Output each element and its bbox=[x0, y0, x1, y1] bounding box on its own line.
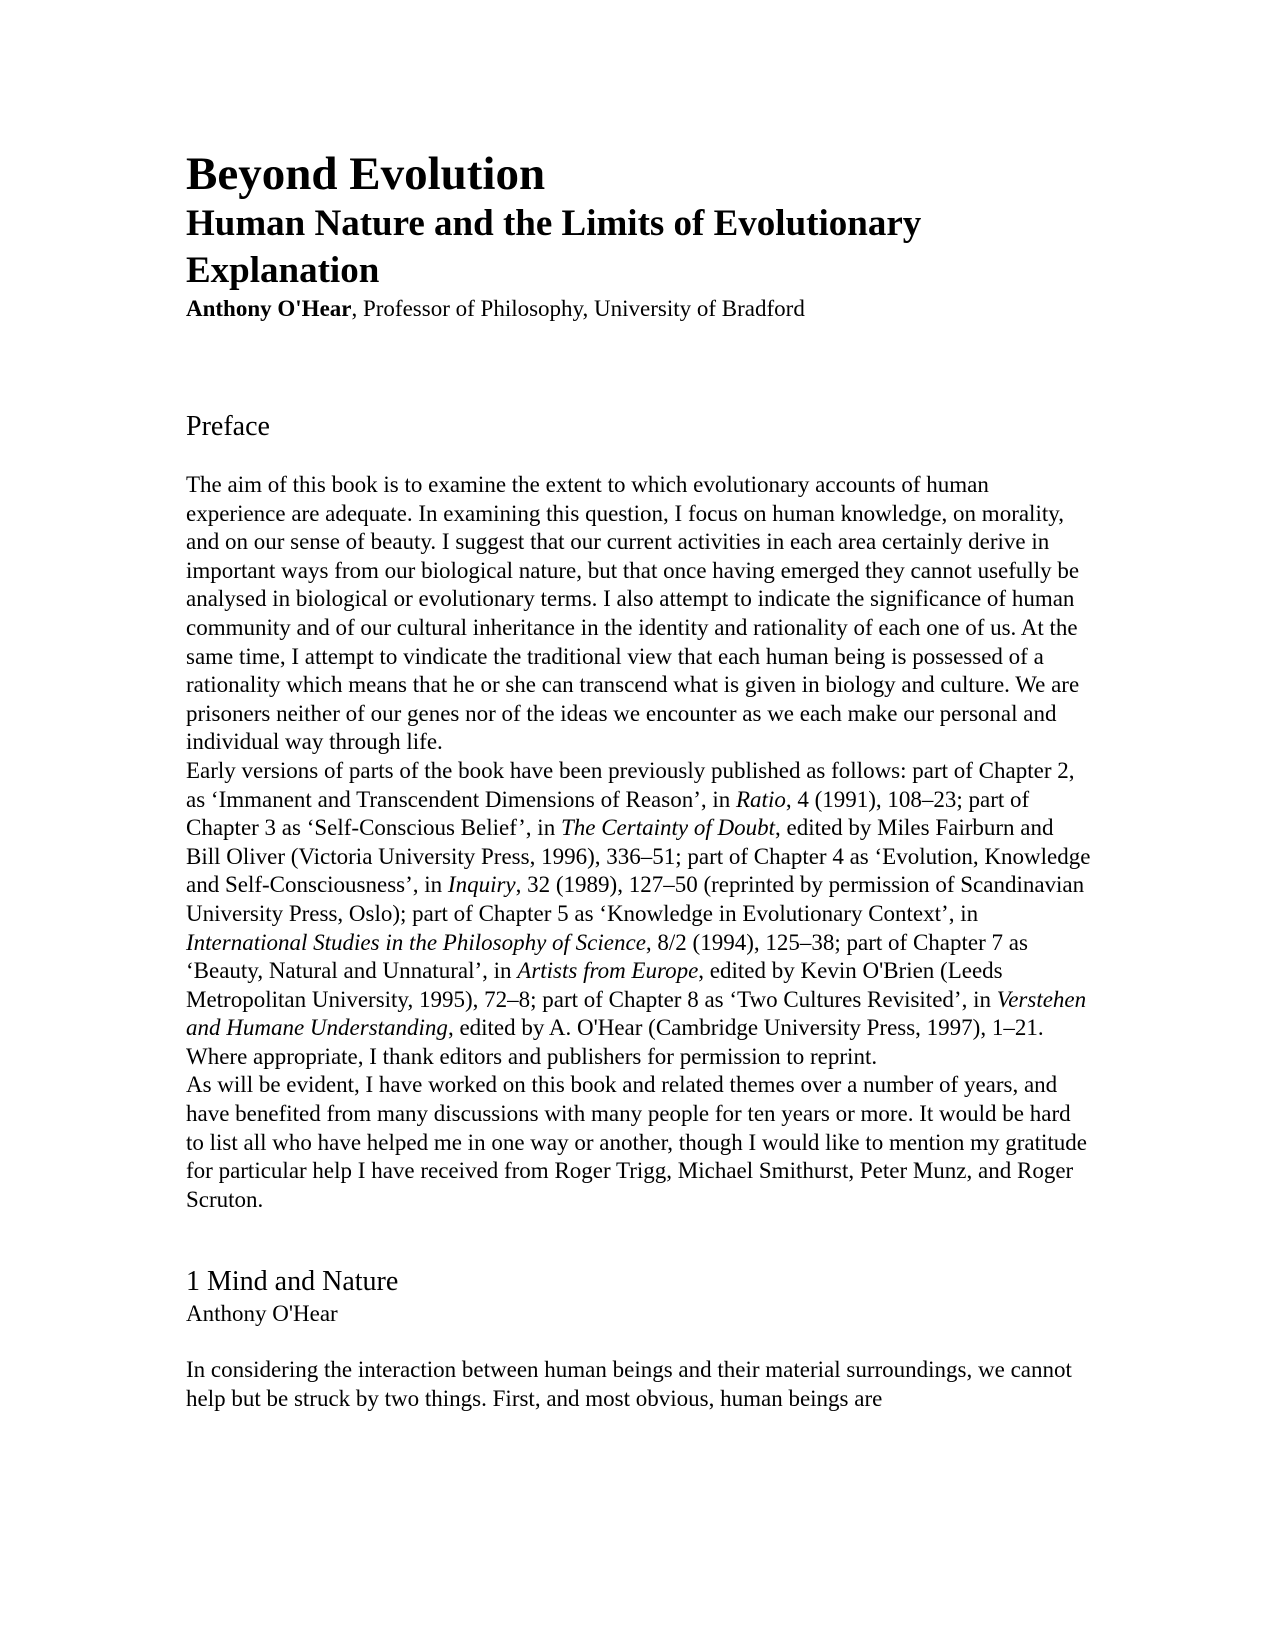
document-page bbox=[186, 148, 1091, 1414]
text-run: , edited by Miles Fairburn and Bill Oliver (Victoria University Press, 1996), 336–51; part of Chapter 4 as ‘Evolution, Knowledge and Self-Consciousness’, in bbox=[186, 815, 1091, 898]
preface-paragraph-3: As will be evident, I have worked on this book and related themes over a number of years, and have benefited from many discussions with many people for ten years or more. It would be hard to list all who have helped me in one way or another, though I would like to mention my gratitude for particular help I have received from Roger Trigg, Michael Smithurst, Peter Munz, and Roger Scruton. bbox=[186, 1072, 1087, 1212]
citation-title-international-studies: International Studies in the Philosophy of Science bbox=[186, 929, 646, 955]
text-run: , edited by A. O'Hear (Cambridge University Press, 1997), 1–21. Where appropriate, I thank editors and publishers for permission to reprint. bbox=[186, 1015, 1044, 1069]
text-run: , 4 (1991), 108–23; part of Chapter 3 as ‘Self-Conscious Belief’, in bbox=[186, 786, 1030, 841]
citation-title-verstehen: Verstehen and Humane Understanding bbox=[186, 986, 1087, 1041]
author-line bbox=[186, 294, 1091, 323]
text-run: , 8/2 (1994), 125–38; part of Chapter 7 as ‘Beauty, Natural and Unnatural’, in bbox=[186, 929, 1028, 984]
citation-title-ratio: Ratio bbox=[736, 786, 786, 812]
citation-title-inquiry: Inquiry bbox=[447, 872, 516, 898]
text-run: , edited by Kevin O'Brien (Leeds Metropolitan University, 1995), 72–8; part of Chapter 8 as ‘Two Cultures Revisited’, in bbox=[186, 958, 1003, 1012]
book-title: Beyond Evolution bbox=[186, 148, 546, 200]
preface-paragraph-2 bbox=[186, 757, 1091, 1072]
chapter-author: Anthony O'Hear bbox=[186, 1301, 338, 1327]
preface-paragraph-1: The aim of this book is to examine the extent to which evolutionary accounts of human experience are adequate. In examining this question, I focus on human knowledge, on morality, and on our sense of beauty. I suggest that our current activities in each area certainly derive in important ways from our biological nature, but that once having emerged they cannot usefully be analysed in biological or evolutionary terms. I also attempt to indicate the significance of human community and of our cultural inheritance in the identity and rationality of each one of us. At the same time, I attempt to vindicate the traditional view that each human being is possessed of a rationality which means that he or she can transcend what is given in biology and culture. We are prisoners neither of our genes nor of the ideas we encounter as we each make our personal and individual way through life. bbox=[186, 472, 1080, 755]
author-affiliation: , Professor of Philosophy, University of Bradford bbox=[351, 296, 805, 321]
text-run: Early versions of parts of the book have been previously published as follows: part of Chapter 2, as ‘Immanent and Transcendent Dimensions of Reason’, in bbox=[186, 757, 1075, 812]
chapter-heading: 1 Mind and Nature bbox=[186, 1266, 399, 1298]
citation-title-artists-from-europe: Artists from Europe bbox=[517, 958, 699, 984]
text-run: , 32 (1989), 127–50 (reprinted by permission of Scandinavian University Press, Oslo); part of Chapter 5 as ‘Knowledge in Evolutionary Context’, in bbox=[186, 872, 1085, 926]
citation-title-certainty-of-doubt: The Certainty of Doubt bbox=[560, 815, 775, 841]
book-subtitle: Human Nature and the Limits of Evolutionary Explanation bbox=[186, 203, 922, 291]
author-name: Anthony O'Hear bbox=[186, 296, 352, 321]
preface-heading: Preface bbox=[186, 411, 270, 442]
chapter-paragraph-1: In considering the interaction between human beings and their material surroundings, we cannot help but be struck by two things. First, and most obvious, human beings are bbox=[186, 1357, 1072, 1412]
